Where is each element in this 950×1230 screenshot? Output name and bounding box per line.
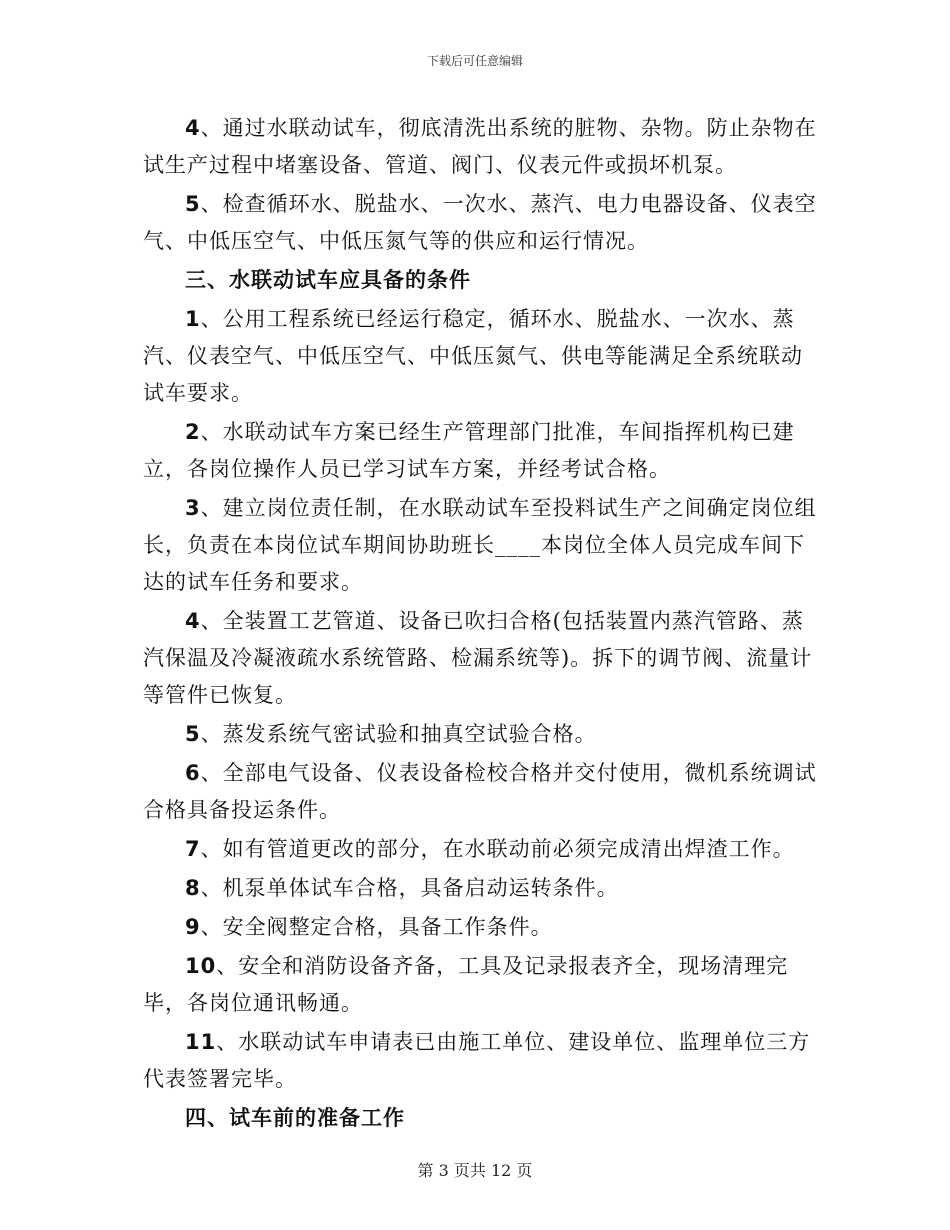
paragraph-item-1 [143,301,823,412]
item-number: 9 [185,915,201,939]
paragraph-item-4 [143,110,823,184]
page-header: 下载后可任意编辑 [426,54,523,68]
item-number: 1 [185,307,201,331]
item-number: 11 [185,1030,217,1054]
section-heading-3: 三、水联动试车应具备的条件 [185,268,471,292]
paragraph-text: 、机泵单体试车合格，具备启动运转条件。 [200,876,619,900]
paragraph-item-4b [143,603,823,714]
item-number: 6 [185,761,201,785]
item-number: 5 [185,192,201,216]
paragraph-item-5 [143,186,823,260]
item-number: 5 [185,722,201,746]
paragraph-text: 、水联动试车申请表已由施工单位、建设单位、监理单位三方代表签署完毕。 [143,1030,811,1091]
paragraph-item-2 [143,414,823,488]
paragraph-text: 、蒸发系统气密试验和抽真空试验合格。 [200,722,597,746]
paragraph-text: 、如有管道更改的部分，在水联动前必须完成清出焊渣工作。 [200,837,795,861]
paragraph-text: 、通过水联动试车，彻底清洗出系统的脏物、杂物。防止杂物在试生产过程中堵塞设备、管道、阀门、仪表元件或损坏机泵。 [143,116,817,177]
item-number: 8 [185,876,201,900]
item-number: 7 [185,837,201,861]
section-heading-4: 四、试车前的准备工作 [185,1106,405,1130]
paragraph-text: 、安全和消防设备齐备，工具及记录报表齐全，现场清理完毕，各岗位通讯畅通。 [143,954,789,1015]
paragraph-item-10 [143,948,823,1022]
paragraph-item-9 [143,909,823,946]
paragraph-item-7 [143,831,823,868]
item-number: 3 [185,496,201,520]
paragraph-text: 、水联动试车方案已经生产管理部门批准，车间指挥机构已建立，各岗位操作人员已学习试车方案，并经考试合格。 [143,420,795,481]
item-number: 4 [185,116,201,140]
paragraph-text: 、全装置工艺管道、设备已吹扫合格(包括装置内蒸汽管路、蒸汽保温及冷凝液疏水系统管路、检漏系统等)。拆下的调节阀、流量计等管件已恢复。 [143,609,813,707]
paragraph-text: 、全部电气设备、仪表设备检校合格并交付使用，微机系统调试合格具备投运条件。 [143,761,817,822]
paragraph-item-11 [143,1024,823,1098]
paragraph-text: 、公用工程系统已经运行稳定，循环水、脱盐水、一次水、蒸汽、仪表空气、中低压空气、中低压氮气、供电等能满足全系统联动试车要求。 [143,307,803,405]
paragraph-text: 、检查循环水、脱盐水、一次水、蒸汽、电力电器设备、仪表空气、中低压空气、中低压氮气等的供应和运行情况。 [143,192,817,253]
paragraph-text: 、建立岗位责任制，在水联动试车至投料试生产之间确定岗位组长，负责在本岗位试车期间协助班长____本岗位全体人员完成车间下达的试车任务和要求。 [143,496,817,594]
paragraph-item-6 [143,755,823,829]
page-footer: 第 3 页共 12 页 [417,1161,533,1180]
paragraph-item-3 [143,490,823,601]
item-number: 4 [185,609,201,633]
paragraph-item-5b [143,716,823,753]
paragraph-text: 、安全阀整定合格，具备工作条件。 [200,915,553,939]
paragraph-item-8 [143,870,823,907]
item-number: 10 [185,954,217,978]
document-body [143,110,823,1139]
item-number: 2 [185,420,201,444]
